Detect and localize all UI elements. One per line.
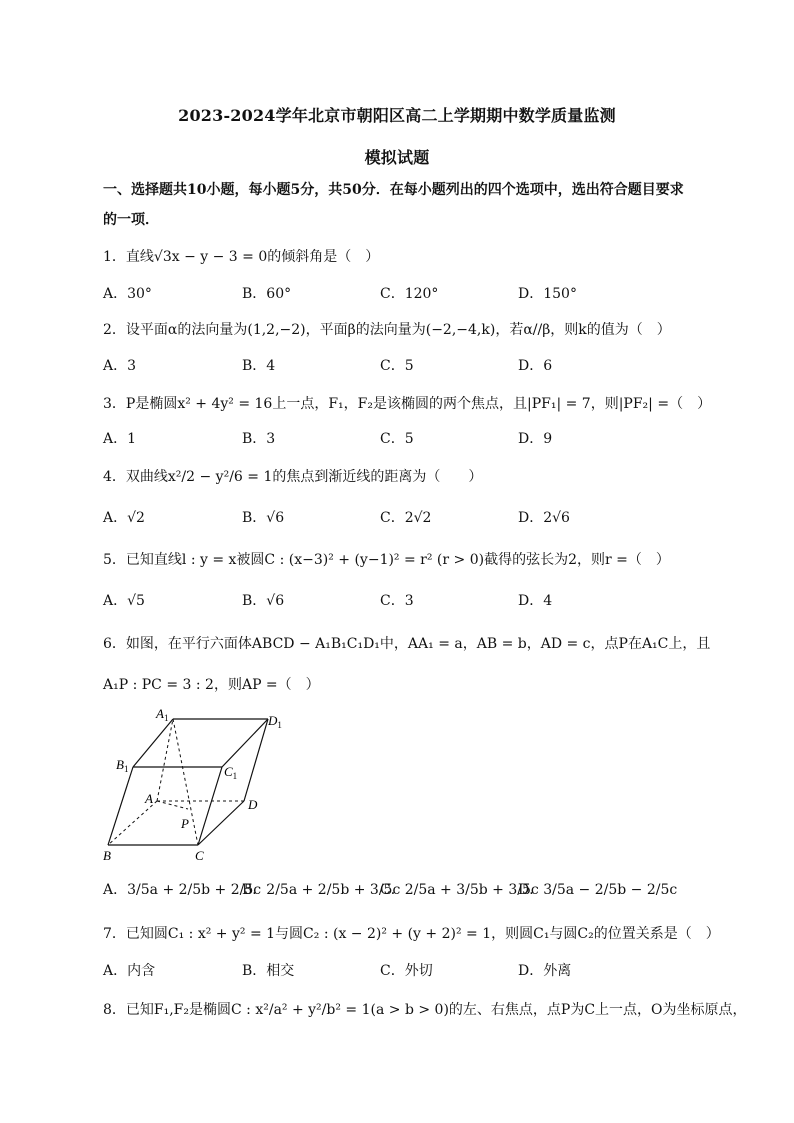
q2-option-c: C．5 xyxy=(380,358,414,374)
q7-option-b: B．相交 xyxy=(242,963,295,979)
label-C: C xyxy=(195,848,204,863)
exam-title-line2: 模拟试题 xyxy=(364,148,430,167)
question-4: 4．双曲线x²/2 − y²/6 = 1的焦点到渐近线的距离为（ ） xyxy=(103,469,483,485)
q5-option-c: C．3 xyxy=(380,593,414,609)
edge-A1B1 xyxy=(133,719,173,767)
label-C1: $C_1$ xyxy=(224,764,238,781)
q5-option-d: D．4 xyxy=(518,593,553,609)
label-A: A xyxy=(145,791,153,806)
question-1: 1．直线√3x − y − 3 = 0的倾斜角是（ ） xyxy=(103,249,380,265)
q4-option-d: D．2√6 xyxy=(518,510,570,526)
q6-option-c: C．2/5a + 3/5b + 3/5c xyxy=(380,882,539,898)
q3-option-b: B．3 xyxy=(242,431,276,447)
q4-option-c: C．2√2 xyxy=(380,510,432,526)
q1-option-a: A．30° xyxy=(103,286,152,302)
q7-option-c: C．外切 xyxy=(380,963,433,979)
q3-option-d: D．9 xyxy=(518,431,553,447)
section-header-cont: 的一项． xyxy=(103,212,159,228)
label-D1: $D_1$ xyxy=(268,713,282,730)
edge-AA1 xyxy=(157,719,173,801)
q3-option-a: A．1 xyxy=(103,431,137,447)
q4-option-a: A．√2 xyxy=(103,510,145,526)
label-B: B xyxy=(103,848,111,863)
q6-option-d: D．3/5a − 2/5b − 2/5c xyxy=(518,882,678,898)
q4-option-b: B．√6 xyxy=(242,510,285,526)
section-header: 一、选择题共10小题，每小题5分，共50分．在每小题列出的四个选项中，选出符合题目要求 xyxy=(103,182,684,198)
q5-option-a: A．√5 xyxy=(103,593,145,609)
q1-option-c: C．120° xyxy=(380,286,439,302)
label-D: D xyxy=(248,797,258,812)
question-6-cont: A₁P : PC = 3 : 2，则AP =（ ） xyxy=(103,677,320,693)
question-7: 7．已知圆C₁ : x² + y² = 1与圆C₂ : (x − 2)² + (y + 2)² = 1，则圆C₁与圆C₂的位置关系是（ ） xyxy=(103,926,720,942)
q7-option-d: D．外离 xyxy=(518,963,572,979)
q1-option-b: B．60° xyxy=(242,286,292,302)
q7-option-a: A．内含 xyxy=(103,963,156,979)
q1-option-d: D．150° xyxy=(518,286,577,302)
label-B1: $B_1$ xyxy=(116,757,129,774)
q2-option-b: B．4 xyxy=(242,358,276,374)
question-2: 2．设平面α的法向量为(1,2,−2)，平面β的法向量为(−2,−4,k)，若α//β，则k的值为（ ） xyxy=(103,322,671,338)
q2-option-a: A．3 xyxy=(103,358,137,374)
parallelepiped-figure xyxy=(100,705,300,865)
q3-option-c: C．5 xyxy=(380,431,414,447)
q5-option-b: B．√6 xyxy=(242,593,285,609)
q6-option-b: B．2/5a + 2/5b + 3/5c xyxy=(242,882,401,898)
question-6: 6．如图，在平行六面体ABCD − A₁B₁C₁D₁中，AA₁ = a，AB = b，AD = c，点P在A₁C上，且 xyxy=(103,636,711,652)
label-P: P xyxy=(181,816,189,831)
label-A1: $A_1$ xyxy=(156,706,169,723)
exam-title-line1: 2023-2024学年北京市朝阳区高二上学期期中数学质量监测 xyxy=(178,106,616,125)
q6-option-a: A．3/5a + 2/5b + 2/5c xyxy=(103,882,262,898)
segment-AP xyxy=(157,801,188,809)
q2-option-d: D．6 xyxy=(518,358,553,374)
question-5: 5．已知直线l : y = x被圆C : (x−3)² + (y−1)² = r² (r > 0)截得的弦长为2，则r =（ ） xyxy=(103,552,670,568)
question-3: 3．P是椭圆x² + 4y² = 16上一点，F₁，F₂是该椭圆的两个焦点，且|PF₁| = 7，则|PF₂| =（ ） xyxy=(103,396,712,412)
question-8: 8．已知F₁,F₂是椭圆C : x²/a² + y²/b² = 1(a > b > 0)的左、右焦点，点P为C上一点，O为坐标原点， xyxy=(103,1002,747,1018)
